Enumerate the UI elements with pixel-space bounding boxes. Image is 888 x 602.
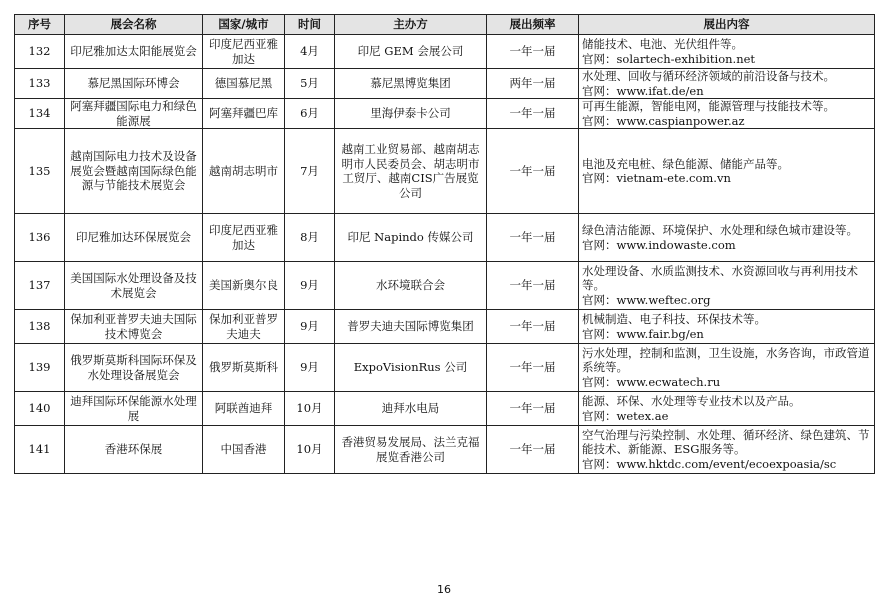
cell-name: 阿塞拜疆国际电力和绿色能源展 bbox=[65, 99, 203, 129]
content-description: 储能技术、电池、光伏组件等。 bbox=[582, 37, 743, 51]
content-website: 官网：vietnam-ete.com.vn bbox=[582, 171, 731, 185]
cell-content bbox=[579, 214, 875, 262]
content-website: 官网：www.ecwatech.ru bbox=[582, 374, 721, 389]
cell-time: 7月 bbox=[285, 129, 335, 214]
cell-time: 9月 bbox=[285, 344, 335, 392]
page-number: 16 bbox=[437, 583, 451, 596]
content-description: 水处理设备、水质监测技术、水资源回收与再利用技术等。 bbox=[582, 263, 858, 293]
cell-frequency: 两年一届 bbox=[487, 69, 579, 99]
table-row bbox=[15, 392, 875, 426]
cell-time: 6月 bbox=[285, 99, 335, 129]
content-description: 水处理、回收与循环经济领域的前沿设备与技术。 bbox=[582, 69, 835, 83]
cell-content bbox=[579, 99, 875, 129]
cell-organizer: 水环境联合会 bbox=[335, 262, 487, 310]
content-website: 官网：www.fair.bg/en bbox=[582, 326, 704, 341]
cell-name: 迪拜国际环保能源水处理展 bbox=[65, 392, 203, 426]
cell-content bbox=[579, 392, 875, 426]
table-header-row bbox=[15, 15, 875, 35]
cell-frequency: 一年一届 bbox=[487, 35, 579, 69]
content-description: 可再生能源，智能电网，能源管理与技能技术等。 bbox=[582, 99, 835, 113]
header-time: 时间 bbox=[285, 15, 335, 35]
table-row bbox=[15, 35, 875, 69]
content-description: 能源、环保、水处理等专业技术以及产品。 bbox=[582, 394, 801, 408]
cell-name: 俄罗斯莫斯科国际环保及水处理设备展览会 bbox=[65, 344, 203, 392]
header-name: 展会名称 bbox=[65, 15, 203, 35]
cell-no: 140 bbox=[15, 392, 65, 426]
cell-time: 10月 bbox=[285, 426, 335, 474]
cell-no: 134 bbox=[15, 99, 65, 129]
content-description: 机械制造、电子科技、环保技术等。 bbox=[582, 312, 766, 326]
cell-time: 5月 bbox=[285, 69, 335, 99]
cell-no: 135 bbox=[15, 129, 65, 214]
cell-organizer: 印尼 GEM 会展公司 bbox=[335, 35, 487, 69]
cell-name: 慕尼黑国际环博会 bbox=[65, 69, 203, 99]
cell-frequency: 一年一届 bbox=[487, 426, 579, 474]
table-row bbox=[15, 129, 875, 214]
header-no: 序号 bbox=[15, 15, 65, 35]
content-website: 官网：www.hktdc.com/event/ecoexpoasia/sc bbox=[582, 456, 837, 471]
content-description: 空气治理与污染控制、水处理、循环经济、绿色建筑、节能技术、新能源、ESG服务等。 bbox=[582, 427, 870, 457]
cell-time: 9月 bbox=[285, 310, 335, 344]
cell-time: 10月 bbox=[285, 392, 335, 426]
cell-frequency: 一年一届 bbox=[487, 129, 579, 214]
content-website: 官网：wetex.ae bbox=[582, 408, 669, 423]
content-description: 绿色清洁能源、环境保护、水处理和绿色城市建设等。 bbox=[582, 223, 858, 237]
content-website: 官网：www.caspianpower.az bbox=[582, 113, 745, 128]
cell-location: 印度尼西亚雅加达 bbox=[203, 214, 285, 262]
cell-organizer: 香港贸易发展局、法兰克福展览香港公司 bbox=[335, 426, 487, 474]
header-location: 国家/城市 bbox=[203, 15, 285, 35]
content-website: 官网：www.indowaste.com bbox=[582, 237, 736, 252]
cell-location: 印度尼西亚雅加达 bbox=[203, 35, 285, 69]
cell-organizer: 普罗夫迪夫国际博览集团 bbox=[335, 310, 487, 344]
cell-location: 保加利亚普罗夫迪夫 bbox=[203, 310, 285, 344]
content-website: 官网：www.weftec.org bbox=[582, 292, 711, 307]
cell-content bbox=[579, 35, 875, 69]
cell-content bbox=[579, 344, 875, 392]
table-row bbox=[15, 99, 875, 129]
table-row bbox=[15, 262, 875, 310]
table-row bbox=[15, 214, 875, 262]
cell-no: 133 bbox=[15, 69, 65, 99]
cell-no: 136 bbox=[15, 214, 65, 262]
cell-organizer: 迪拜水电局 bbox=[335, 392, 487, 426]
cell-name: 印尼雅加达太阳能展览会 bbox=[65, 35, 203, 69]
cell-frequency: 一年一届 bbox=[487, 392, 579, 426]
cell-no: 137 bbox=[15, 262, 65, 310]
cell-content bbox=[579, 69, 875, 99]
cell-name: 印尼雅加达环保展览会 bbox=[65, 214, 203, 262]
content-description: 电池及充电桩、绿色能源、储能产品等。 bbox=[582, 156, 789, 171]
cell-location: 中国香港 bbox=[203, 426, 285, 474]
cell-time: 8月 bbox=[285, 214, 335, 262]
cell-location: 美国新奥尔良 bbox=[203, 262, 285, 310]
cell-name: 保加利亚普罗夫迪夫国际技术博览会 bbox=[65, 310, 203, 344]
cell-frequency: 一年一届 bbox=[487, 310, 579, 344]
cell-content bbox=[579, 129, 875, 214]
cell-name: 美国国际水处理设备及技术展览会 bbox=[65, 262, 203, 310]
table-row bbox=[15, 426, 875, 474]
cell-location: 越南胡志明市 bbox=[203, 129, 285, 214]
content-website: 官网：www.ifat.de/en bbox=[582, 83, 704, 98]
content-website: 官网：solartech-exhibition.net bbox=[582, 51, 756, 66]
cell-name: 越南国际电力技术及设备展览会暨越南国际绿色能源与节能技术展览会 bbox=[65, 129, 203, 214]
cell-frequency: 一年一届 bbox=[487, 344, 579, 392]
table-body bbox=[15, 35, 875, 474]
cell-frequency: 一年一届 bbox=[487, 214, 579, 262]
table-row bbox=[15, 69, 875, 99]
header-frequency: 展出频率 bbox=[487, 15, 579, 35]
cell-location: 阿塞拜疆巴库 bbox=[203, 99, 285, 129]
cell-time: 4月 bbox=[285, 35, 335, 69]
cell-no: 138 bbox=[15, 310, 65, 344]
cell-content bbox=[579, 310, 875, 344]
cell-time: 9月 bbox=[285, 262, 335, 310]
cell-location: 阿联酋迪拜 bbox=[203, 392, 285, 426]
cell-organizer: ExpoVisionRus 公司 bbox=[335, 344, 487, 392]
cell-organizer: 印尼 Napindo 传媒公司 bbox=[335, 214, 487, 262]
cell-location: 德国慕尼黑 bbox=[203, 69, 285, 99]
table-row bbox=[15, 310, 875, 344]
cell-organizer: 慕尼黑博览集团 bbox=[335, 69, 487, 99]
cell-content bbox=[579, 426, 875, 474]
cell-frequency: 一年一届 bbox=[487, 99, 579, 129]
content-description: 污水处理，控制和监测，卫生设施，水务咨询，市政管道系统等。 bbox=[582, 345, 870, 375]
cell-organizer: 里海伊泰卡公司 bbox=[335, 99, 487, 129]
cell-name: 香港环保展 bbox=[65, 426, 203, 474]
table-row bbox=[15, 344, 875, 392]
cell-organizer: 越南工业贸易部、越南胡志明市人民委员会、胡志明市工贸厅、越南CIS广告展览公司 bbox=[335, 129, 487, 214]
cell-no: 139 bbox=[15, 344, 65, 392]
cell-no: 141 bbox=[15, 426, 65, 474]
cell-location: 俄罗斯莫斯科 bbox=[203, 344, 285, 392]
header-content: 展出内容 bbox=[579, 15, 875, 35]
cell-frequency: 一年一届 bbox=[487, 262, 579, 310]
cell-content bbox=[579, 262, 875, 310]
exhibition-table bbox=[14, 14, 875, 474]
cell-no: 132 bbox=[15, 35, 65, 69]
header-organizer: 主办方 bbox=[335, 15, 487, 35]
